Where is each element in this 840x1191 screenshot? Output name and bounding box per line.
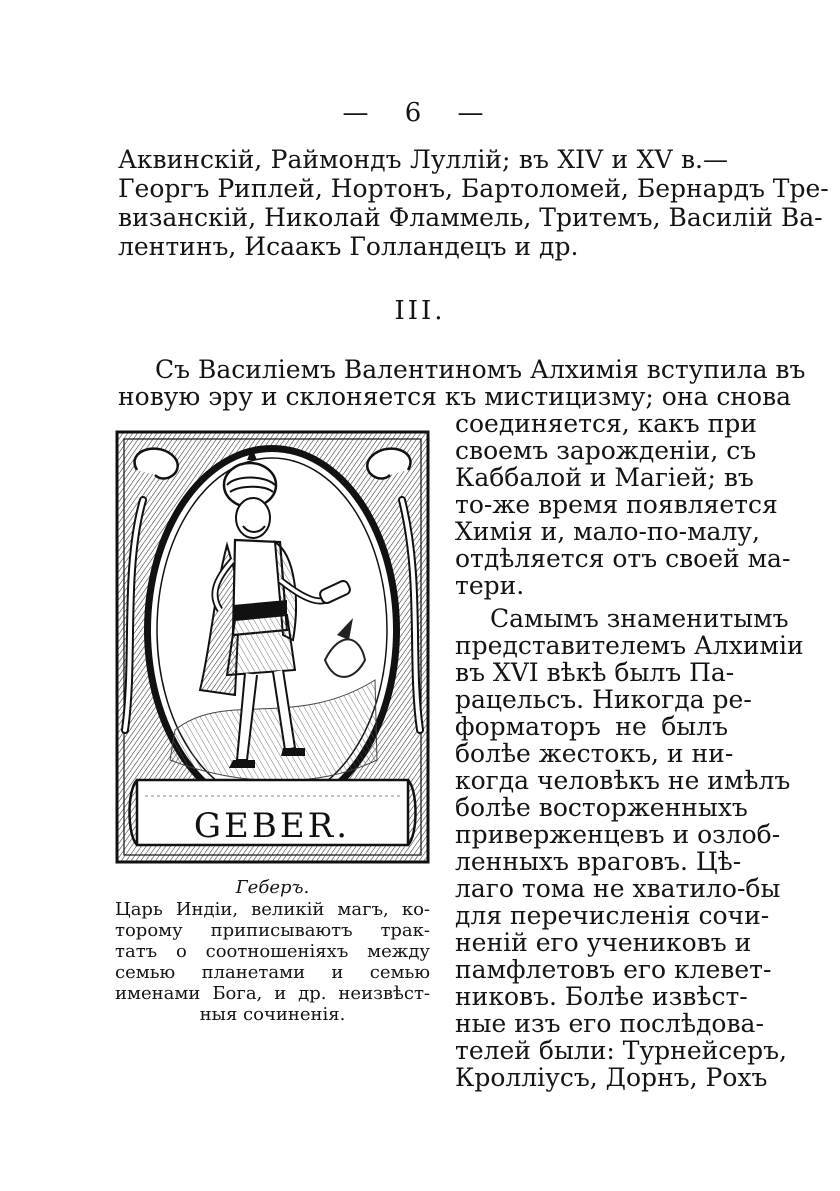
para2-line: никовъ. Болѣе извѣст- (455, 982, 748, 1011)
para2-line: Кроллiусъ, Дорнъ, Рохъ (455, 1063, 768, 1092)
caption-title: Геберъ. (235, 877, 310, 898)
para1-col-line: тери. (455, 571, 525, 600)
para2-line: телей были: Турнейсеръ, (455, 1036, 787, 1065)
intro-line: визанскій, Николай Фламмель, Тритемъ, Василій Ва- (118, 203, 823, 232)
para2-line: лаго тома не хватило-бы (455, 874, 781, 903)
para1-col-line: Химія и, мало-по-малу, (455, 517, 760, 546)
caption-line: Царь Индіи, великій магъ, ко- (115, 899, 430, 920)
para1-col-line: соединяется, какъ при (455, 409, 757, 438)
intro-line: Георгъ Риплей, Нортонъ, Бартоломей, Бернардъ Тре- (118, 174, 829, 203)
para1-line: новую эру и склоняется къ мистицизму; она снова (118, 382, 792, 411)
geber-engraving (115, 430, 430, 865)
para2-line: когда человѣкъ не имѣлъ (455, 766, 791, 795)
page-number: — 6 — (342, 98, 498, 128)
caption-line: ныя сочиненія. (199, 1004, 346, 1025)
para2-line: ные изъ его послѣдова- (455, 1009, 764, 1038)
para2-line: памфлетовъ его клевет- (455, 955, 772, 984)
para2-line: форматоръ не былъ (455, 712, 728, 741)
para2-line: болѣе восторженныхъ (455, 793, 748, 822)
para2-line: въ XVI вѣкѣ былъ Па- (455, 658, 735, 687)
para1-col-line: Каббалой и Магіей; въ (455, 463, 754, 492)
intro-line: Аквинскій, Раймондъ Луллій; въ XIV и XV в.— (118, 145, 728, 174)
caption-line: торому приписываютъ трак- (115, 920, 430, 941)
para2-line: неній его учениковъ и (455, 928, 752, 957)
para2-line: приверженцевъ и озлоб- (455, 820, 781, 849)
para1-col-line: то-же время появляется (455, 490, 778, 519)
para2-line: болѣе жестокъ, и ни- (455, 739, 734, 768)
intro-line: лентинъ, Исаакъ Голландецъ и др. (118, 232, 579, 261)
caption-line: татъ о соотношеніяхъ между (115, 941, 430, 962)
para2-line: представителемъ Алхиміи (455, 631, 804, 660)
para1-col-line: своемъ зарожденіи, съ (455, 436, 757, 465)
para2-line: для перечисленія сочи- (455, 901, 770, 930)
caption-line: именами Бога, и др. неизвѣст- (115, 983, 430, 1004)
banner-text: GEBER. (193, 806, 351, 846)
section-heading: III. (394, 296, 446, 326)
para2-line: рацельсъ. Никогда ре- (455, 685, 752, 714)
para1-col-line: отдѣляется отъ своей ма- (455, 544, 791, 573)
para1-line: Съ Василіемъ Валентиномъ Алхимія вступила въ (155, 355, 806, 384)
caption-line: семью планетами и семью (115, 962, 430, 983)
para2-line: Самымъ знаменитымъ (490, 604, 789, 633)
para2-line: ленныхъ враговъ. Цѣ- (455, 847, 742, 876)
